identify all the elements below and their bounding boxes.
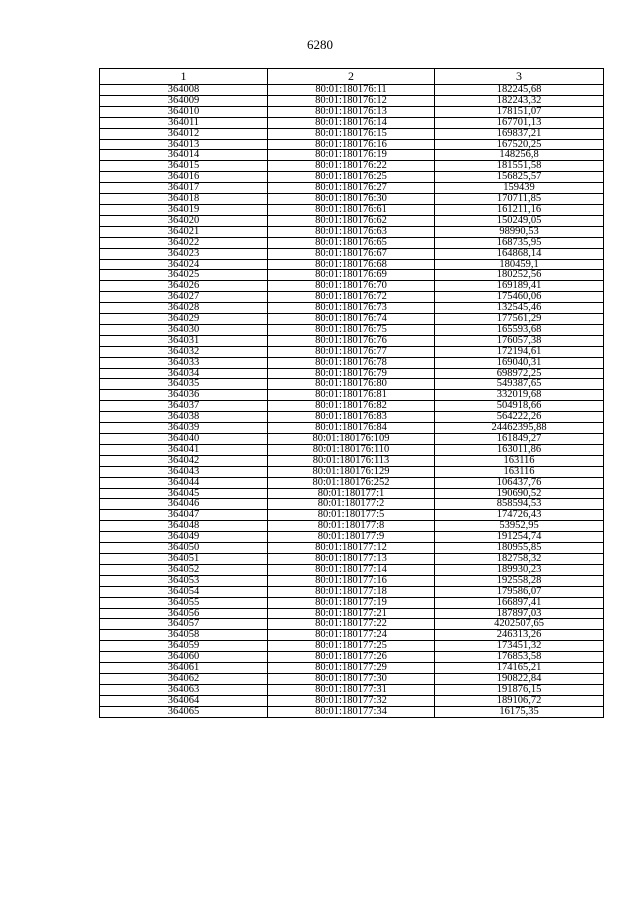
table-cell: 80:01:180177:34 (268, 706, 435, 717)
table-row (100, 663, 604, 674)
table-cell: 80:01:180176:76 (268, 335, 435, 346)
table-row (100, 597, 604, 608)
table-cell: 504918,66 (435, 401, 604, 412)
table-cell: 364015 (100, 161, 268, 172)
table-cell: 164868,14 (435, 248, 604, 259)
table-cell: 80:01:180177:19 (268, 597, 435, 608)
table-cell: 80:01:180176:70 (268, 281, 435, 292)
table-row (100, 281, 604, 292)
table-cell: 364060 (100, 652, 268, 663)
table-cell: 80:01:180176:27 (268, 183, 435, 194)
table-cell: 80:01:180176:75 (268, 324, 435, 335)
table-cell: 80:01:180176:61 (268, 204, 435, 215)
table-row (100, 259, 604, 270)
table-cell: 80:01:180176:11 (268, 85, 435, 96)
table-row (100, 204, 604, 215)
table-cell: 364039 (100, 423, 268, 434)
table-cell: 80:01:180176:84 (268, 423, 435, 434)
table-cell: 80:01:180177:29 (268, 663, 435, 674)
table-row (100, 128, 604, 139)
table-cell: 182758,32 (435, 553, 604, 564)
table-cell: 80:01:180176:25 (268, 172, 435, 183)
table-cell: 364018 (100, 194, 268, 205)
table-row (100, 684, 604, 695)
table-cell: 364047 (100, 510, 268, 521)
table-cell: 80:01:180176:73 (268, 303, 435, 314)
column-header: 3 (435, 69, 604, 85)
table-cell: 80:01:180176:63 (268, 226, 435, 237)
table-row (100, 314, 604, 325)
table-cell: 181551,58 (435, 161, 604, 172)
table-cell: 80:01:180177:30 (268, 673, 435, 684)
table-cell: 80:01:180176:78 (268, 357, 435, 368)
table-cell: 150249,05 (435, 215, 604, 226)
table-cell: 189930,23 (435, 564, 604, 575)
table-cell: 364031 (100, 335, 268, 346)
table-cell: 167520,25 (435, 139, 604, 150)
table-cell: 80:01:180177:13 (268, 553, 435, 564)
table-cell: 192558,28 (435, 575, 604, 586)
table-cell: 364036 (100, 390, 268, 401)
table-cell: 364056 (100, 608, 268, 619)
table-cell: 4202507,65 (435, 619, 604, 630)
table-row (100, 477, 604, 488)
table-cell: 246313,26 (435, 630, 604, 641)
table-cell: 364011 (100, 117, 268, 128)
table-cell: 80:01:180177:1 (268, 488, 435, 499)
table-cell: 364019 (100, 204, 268, 215)
table-cell: 80:01:180176:81 (268, 390, 435, 401)
table-row (100, 532, 604, 543)
table-cell: 80:01:180176:68 (268, 259, 435, 270)
table-cell: 161849,27 (435, 434, 604, 445)
table-cell: 80:01:180176:74 (268, 314, 435, 325)
table-row (100, 401, 604, 412)
table-cell: 80:01:180176:16 (268, 139, 435, 150)
table-cell: 106437,76 (435, 477, 604, 488)
table-cell: 80:01:180177:22 (268, 619, 435, 630)
table-cell: 80:01:180176:82 (268, 401, 435, 412)
table-cell: 80:01:180176:80 (268, 379, 435, 390)
table-row (100, 423, 604, 434)
table-cell: 80:01:180177:12 (268, 543, 435, 554)
table-row (100, 695, 604, 706)
table-row (100, 608, 604, 619)
table-row (100, 324, 604, 335)
table-row (100, 586, 604, 597)
table-row (100, 510, 604, 521)
table-row (100, 521, 604, 532)
table-cell: 364032 (100, 346, 268, 357)
table-cell: 80:01:180176:79 (268, 368, 435, 379)
table-row (100, 357, 604, 368)
table-cell: 80:01:180177:31 (268, 684, 435, 695)
table-cell: 165593,68 (435, 324, 604, 335)
table-cell: 364041 (100, 444, 268, 455)
table-cell: 148256,8 (435, 150, 604, 161)
table-row (100, 368, 604, 379)
table-cell: 364020 (100, 215, 268, 226)
table-row (100, 85, 604, 96)
table-cell: 364065 (100, 706, 268, 717)
table-row (100, 412, 604, 423)
table-row (100, 575, 604, 586)
table-cell: 364061 (100, 663, 268, 674)
table-cell: 364027 (100, 292, 268, 303)
table-row (100, 652, 604, 663)
table-cell: 364059 (100, 641, 268, 652)
table-cell: 364063 (100, 684, 268, 695)
table-row (100, 630, 604, 641)
table-cell: 364053 (100, 575, 268, 586)
table-cell: 167701,13 (435, 117, 604, 128)
table-cell: 80:01:180176:72 (268, 292, 435, 303)
page-number: 6280 (307, 37, 333, 52)
table-cell: 364024 (100, 259, 268, 270)
table-row (100, 139, 604, 150)
table-cell: 176057,38 (435, 335, 604, 346)
table-cell: 364048 (100, 521, 268, 532)
table-cell: 132545,46 (435, 303, 604, 314)
table-cell: 80:01:180176:22 (268, 161, 435, 172)
table-cell: 364030 (100, 324, 268, 335)
table-row (100, 434, 604, 445)
table-cell: 80:01:180177:5 (268, 510, 435, 521)
table-cell: 190690,52 (435, 488, 604, 499)
table-cell: 364023 (100, 248, 268, 259)
table-cell: 80:01:180177:16 (268, 575, 435, 586)
table-cell: 173451,32 (435, 641, 604, 652)
table-cell: 364025 (100, 270, 268, 281)
table-cell: 180252,56 (435, 270, 604, 281)
table-cell: 364051 (100, 553, 268, 564)
table-cell: 364052 (100, 564, 268, 575)
table-cell: 364014 (100, 150, 268, 161)
table-row (100, 444, 604, 455)
table-cell: 80:01:180176:19 (268, 150, 435, 161)
column-header: 2 (268, 69, 435, 85)
table-row (100, 150, 604, 161)
table-cell: 80:01:180176:69 (268, 270, 435, 281)
table-row (100, 270, 604, 281)
table-cell: 364035 (100, 379, 268, 390)
table-cell: 80:01:180176:67 (268, 248, 435, 259)
table-cell: 80:01:180176:113 (268, 455, 435, 466)
table-cell: 80:01:180177:24 (268, 630, 435, 641)
table-row (100, 543, 604, 554)
table-row (100, 194, 604, 205)
table-row (100, 95, 604, 106)
table-cell: 364028 (100, 303, 268, 314)
table-cell: 16175,35 (435, 706, 604, 717)
table-cell: 80:01:180176:14 (268, 117, 435, 128)
table-cell: 364045 (100, 488, 268, 499)
table-cell: 564222,26 (435, 412, 604, 423)
table-cell: 80:01:180176:252 (268, 477, 435, 488)
table-cell: 166897,41 (435, 597, 604, 608)
table-cell: 177561,29 (435, 314, 604, 325)
table-cell: 98990,53 (435, 226, 604, 237)
table-cell: 178151,07 (435, 106, 604, 117)
table-row (100, 499, 604, 510)
table-cell: 364016 (100, 172, 268, 183)
table-cell: 180955,85 (435, 543, 604, 554)
table-row (100, 641, 604, 652)
table-cell: 80:01:180177:9 (268, 532, 435, 543)
table-cell: 364054 (100, 586, 268, 597)
table-cell: 364021 (100, 226, 268, 237)
table-cell: 364029 (100, 314, 268, 325)
table-cell: 161211,16 (435, 204, 604, 215)
table-cell: 364038 (100, 412, 268, 423)
table-cell: 80:01:180176:15 (268, 128, 435, 139)
table-row (100, 455, 604, 466)
table-cell: 364010 (100, 106, 268, 117)
table-cell: 80:01:180176:129 (268, 466, 435, 477)
table-row (100, 183, 604, 194)
table-cell: 189106,72 (435, 695, 604, 706)
table-cell: 53952,95 (435, 521, 604, 532)
table-row (100, 488, 604, 499)
table-row (100, 673, 604, 684)
table-cell: 364033 (100, 357, 268, 368)
table-cell: 364062 (100, 673, 268, 684)
table-cell: 364034 (100, 368, 268, 379)
table-cell: 163116 (435, 455, 604, 466)
table-row (100, 303, 604, 314)
table-cell: 364022 (100, 237, 268, 248)
table-cell: 80:01:180176:77 (268, 346, 435, 357)
table-row (100, 706, 604, 717)
table-cell: 332019,68 (435, 390, 604, 401)
table-row (100, 466, 604, 477)
table-cell: 549387,65 (435, 379, 604, 390)
table-cell: 80:01:180177:26 (268, 652, 435, 663)
table-cell: 80:01:180176:65 (268, 237, 435, 248)
table-cell: 182243,32 (435, 95, 604, 106)
table-row (100, 106, 604, 117)
table-cell: 698972,25 (435, 368, 604, 379)
table-cell: 191876,15 (435, 684, 604, 695)
table-cell: 364057 (100, 619, 268, 630)
table-row (100, 619, 604, 630)
table-row (100, 346, 604, 357)
table-cell: 174165,21 (435, 663, 604, 674)
table-cell: 80:01:180177:21 (268, 608, 435, 619)
table-cell: 190822,84 (435, 673, 604, 684)
table-row (100, 248, 604, 259)
table-cell: 364064 (100, 695, 268, 706)
table-cell: 163116 (435, 466, 604, 477)
table-cell: 364042 (100, 455, 268, 466)
table-row (100, 215, 604, 226)
table-cell: 175460,06 (435, 292, 604, 303)
table-cell: 80:01:180177:25 (268, 641, 435, 652)
table-cell: 364017 (100, 183, 268, 194)
table-cell: 174726,43 (435, 510, 604, 521)
table-cell: 364026 (100, 281, 268, 292)
table-cell: 80:01:180176:62 (268, 215, 435, 226)
table-row (100, 161, 604, 172)
table-cell: 364013 (100, 139, 268, 150)
table-row (100, 564, 604, 575)
table-cell: 80:01:180176:12 (268, 95, 435, 106)
table-cell: 364050 (100, 543, 268, 554)
table-cell: 80:01:180176:30 (268, 194, 435, 205)
table-cell: 163011,86 (435, 444, 604, 455)
table-cell: 80:01:180176:109 (268, 434, 435, 445)
table-cell: 364049 (100, 532, 268, 543)
table-cell: 364012 (100, 128, 268, 139)
data-table (99, 68, 604, 718)
table-row (100, 379, 604, 390)
table-row (100, 292, 604, 303)
table-cell: 80:01:180176:13 (268, 106, 435, 117)
table-cell: 364046 (100, 499, 268, 510)
table-cell: 364044 (100, 477, 268, 488)
table-cell: 364043 (100, 466, 268, 477)
table-cell: 169837,21 (435, 128, 604, 139)
table-cell: 179586,07 (435, 586, 604, 597)
table-cell: 80:01:180177:8 (268, 521, 435, 532)
table-cell: 364040 (100, 434, 268, 445)
table-cell: 364037 (100, 401, 268, 412)
table-cell: 156825,57 (435, 172, 604, 183)
table-cell: 80:01:180177:14 (268, 564, 435, 575)
table-cell: 80:01:180176:83 (268, 412, 435, 423)
table-row (100, 117, 604, 128)
table-cell: 80:01:180177:2 (268, 499, 435, 510)
table-cell: 180459,1 (435, 259, 604, 270)
table-cell: 80:01:180177:18 (268, 586, 435, 597)
table-cell: 24462395,88 (435, 423, 604, 434)
table-cell: 191254,74 (435, 532, 604, 543)
table-cell: 858594,53 (435, 499, 604, 510)
table-cell: 170711,85 (435, 194, 604, 205)
table-cell: 168735,95 (435, 237, 604, 248)
column-header: 1 (100, 69, 268, 85)
table-row (100, 390, 604, 401)
table-header-row (100, 69, 604, 85)
table-cell: 182245,68 (435, 85, 604, 96)
table-cell: 364009 (100, 95, 268, 106)
table-cell: 364058 (100, 630, 268, 641)
table-cell: 172194,61 (435, 346, 604, 357)
table-cell: 364055 (100, 597, 268, 608)
table-row (100, 237, 604, 248)
table-cell: 159439 (435, 183, 604, 194)
table-cell: 80:01:180177:32 (268, 695, 435, 706)
table-cell: 169040,31 (435, 357, 604, 368)
table-row (100, 335, 604, 346)
table-cell: 169189,41 (435, 281, 604, 292)
table-cell: 80:01:180176:110 (268, 444, 435, 455)
table-row (100, 226, 604, 237)
table-cell: 187897,03 (435, 608, 604, 619)
table-cell: 176853,58 (435, 652, 604, 663)
table-row (100, 553, 604, 564)
table-cell: 364008 (100, 85, 268, 96)
table-row (100, 172, 604, 183)
